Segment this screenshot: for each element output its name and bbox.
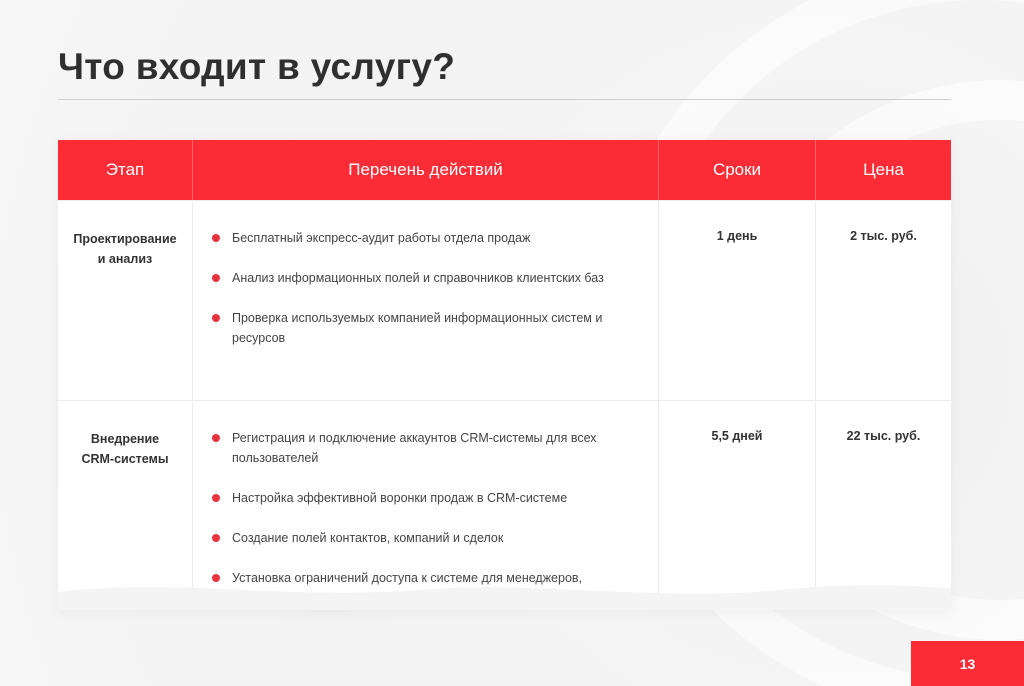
table-row [58,200,951,400]
header-actions: Перечень действий [193,140,659,200]
actions-cell [193,201,659,400]
action-item [212,268,628,288]
term-cell: 1 день [659,201,816,400]
action-item [212,228,628,248]
page-title: Что входит в услугу? [58,46,456,87]
header-stage: Этап [58,140,193,200]
stage-label-line: Внедрение [90,432,160,446]
term-cell: 5,5 дней [659,401,816,610]
bullet-icon [212,434,220,442]
header-price: Цена [863,160,904,179]
bullet-icon [212,534,220,542]
bullet-icon [212,234,220,242]
bullet-icon [212,314,220,322]
header-term: Сроки [659,140,816,200]
bullet-icon [212,274,220,282]
title-divider [58,99,951,100]
services-table [58,140,951,610]
page-number: 13 [911,641,1024,686]
action-text: Создание полей контактов, компаний и сделок [232,531,504,545]
action-item [212,428,628,468]
stage-label-line: Проектирование [73,232,177,246]
bullet-icon [212,494,220,502]
action-text: Установка ограничений доступа к системе для менеджеров, [232,571,583,585]
action-text: Регистрация и подключение аккаунтов CRM-системы для всех пользователей [232,431,597,465]
action-text: Проверка используемых компанией информационных систем и ресурсов [232,311,603,345]
price-cell: 22 тыс. руб. [846,429,921,443]
action-text: Настройка эффективной воронки продаж в CRM-системе [232,491,568,505]
stage-cell [58,201,193,400]
price-cell: 2 тыс. руб. [850,229,917,243]
action-item [212,308,628,348]
action-text: Бесплатный экспресс-аудит работы отдела продаж [232,231,531,245]
action-text: Анализ информационных полей и справочников клиентских баз [232,271,604,285]
action-item [212,488,628,508]
stage-label-line: и анализ [97,252,153,266]
action-item [212,528,628,548]
stage-label-line: CRM-системы [81,452,169,466]
table-header [58,140,951,200]
table-torn-edge [58,570,951,610]
